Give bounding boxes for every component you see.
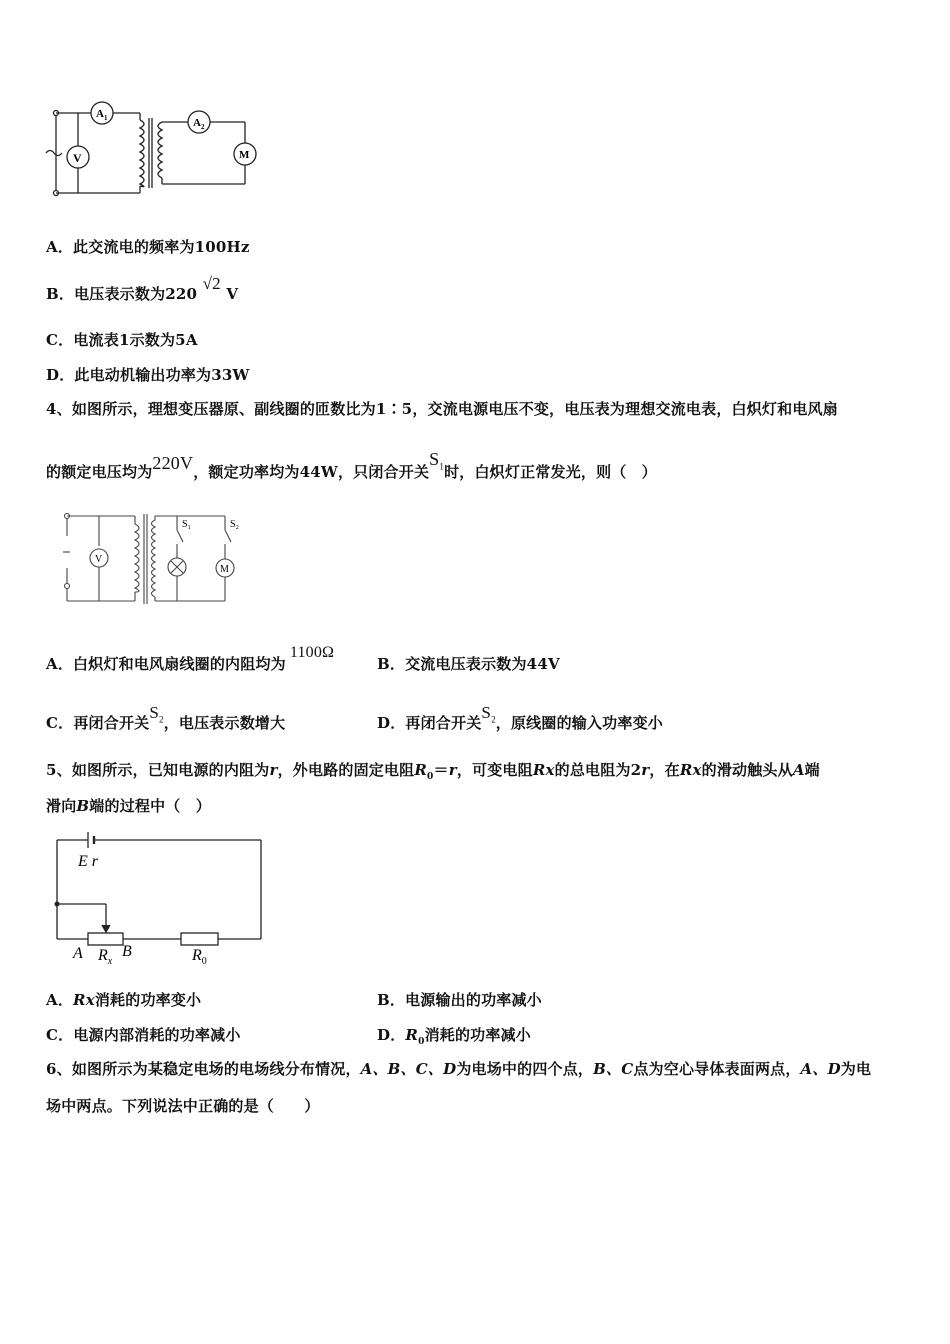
q3-fig-v-label: V (73, 151, 82, 165)
q5-stem-line1: 5、如图所示，已知电源的内阻为r，外电路的固定电阻$R_0=r$，可变电阻Rx的总电阻为2r，在Rx的滑动触头从A端 (46, 761, 820, 782)
q4-option-a-value: 1100Ω (289, 644, 335, 661)
q5-option-a: A．Rx消耗的功率变小 (46, 991, 202, 1009)
q4-circuit-figure (55, 506, 255, 606)
q4-fig-v-label: V (95, 554, 103, 565)
q5-option-d: D．$R_0$消耗的功率减小 (377, 1026, 531, 1047)
q5-fig-er-label: E r (78, 853, 98, 870)
q3-circuit-figure (40, 98, 265, 203)
q4-stem-line1: 4、如图所示，理想变压器原、副线圈的匝数比为1∶5，交流电源电压不变，电压表为理想交流电表，白炽灯和电风扇 (46, 400, 838, 418)
q4-fig-s2-label: S₂ (230, 519, 240, 530)
q4-option-c: C．再闭合开关$S_2$，电压表示数增大 (46, 703, 286, 732)
q5-stem-line2: 滑向B端的过程中（ ） (46, 797, 211, 815)
q5-circuit-figure (48, 826, 268, 968)
q4-option-b: B．交流电压表示数为44V (377, 655, 560, 673)
q4-stem-line2: 的额定电压均为220V，额定功率均为44W，只闭合开关$S_1$时，白炽灯正常发光，则（ ） (46, 449, 657, 481)
q4-option-a: A．白炽灯和电风扇线圈的内阻均为1100Ω (46, 644, 335, 673)
q4-fig-m-label: M (220, 564, 229, 575)
q5-option-b: B．电源输出的功率减小 (377, 991, 542, 1009)
q6-stem-line1: 6、如图所示为某稳定电场的电场线分布情况，A、B、C、D为电场中的四个点，B、C点为空心导体表面两点，A、D为电 (46, 1060, 872, 1078)
q5-option-c: C．电源内部消耗的功率减小 (46, 1026, 241, 1044)
q4-voltage: 220V (152, 453, 194, 473)
q3-option-b: B．电压表示数为220 √2 V (46, 274, 239, 303)
q3-option-b-sqrt: √2 (202, 274, 221, 293)
q5-fig-a-label: A (73, 945, 83, 962)
q5-fig-r0-label: $R_0$ (192, 947, 207, 967)
q6-stem-line2: 场中两点。下列说法中正确的是（ ） (46, 1097, 320, 1115)
q4-option-d: D．再闭合开关$S_2$，原线圈的输入功率变小 (377, 703, 663, 732)
q3-option-c: C．电流表1示数为5A (46, 331, 198, 349)
q3-fig-a1-label: $A_1$ (96, 108, 108, 122)
q5-fig-rx-label: $R_x$ (98, 947, 113, 967)
q3-option-a: A．此交流电的频率为100Hz (46, 238, 250, 256)
q3-fig-m-label: M (239, 149, 250, 161)
q4-fig-s1-label: S₁ (182, 519, 192, 530)
q3-fig-a2-label: $A_2$ (193, 117, 205, 131)
q3-option-d: D．此电动机输出功率为33W (46, 366, 250, 384)
q5-fig-b-label: B (122, 943, 132, 960)
